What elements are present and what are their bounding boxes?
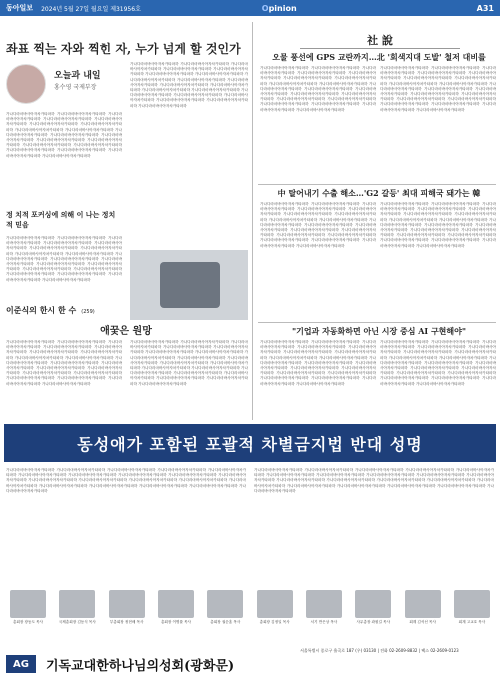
header-bar <box>0 0 500 16</box>
signatory: 사무총장 곽원길 목사 <box>351 590 395 636</box>
signatory-photo <box>405 590 441 618</box>
editorial-divider-1 <box>258 184 496 185</box>
pull-quote: 정 치적 포커싱에 의해 이 나는 정치적 믿음 <box>6 210 116 229</box>
org-name: 기독교대한하나님의성회(광화문) <box>46 658 235 674</box>
signatory-photo <box>10 590 46 618</box>
author-title: 홍수영 국제부장 <box>54 84 97 91</box>
org-logo: AG <box>6 655 36 673</box>
signatory: 총회장 이병률 목사 <box>154 590 198 636</box>
signatory: 총회장 김정일 목사 <box>253 590 297 636</box>
signatory-photo <box>306 590 342 618</box>
signatory: 총회장 권순홍 목사 <box>203 590 247 636</box>
page-number: A31 <box>476 3 494 13</box>
column-headline: 좌표 찍는 자와 찍힌 자, 누가 넘게 할 것인가 <box>6 42 241 56</box>
signatory-photo <box>109 590 145 618</box>
signatory-photo <box>59 590 95 618</box>
signatory-photo <box>454 590 490 618</box>
editorial-tag: 社 說 <box>300 32 460 49</box>
signatory: 부총회장 정현배 목사 <box>105 590 149 636</box>
editorial-body-1b: 가나다라마바사아자차카타파하 가나다라마바사아자차카타파하 가나다라마바사아자차카타파하 가나다라마바사아자차카타파하 가나다라마바사아자차카타파하 가나다라마바사아자차카타파하 가나다라마바사아자차카타파하 가나다라마바사아자차카타파하 가나다라마바사아자차카타파하 가나다라마바사아자차카타파하 가나다라마바사아자차카타파하 가나다라마바사아자차카타파하 가나다라마바사아자차카타파하 가나다라마바사아자차카타파하 가나다라마바사아자차카타파하 가나다라마바사아자차카타파하 가나다라마바사아자차카타파하 가나다라마바사아자차카타파하 가나다라마바사아자차카타파하 가나다라마바사아자차카타파하 <box>380 66 496 112</box>
signatory-photo <box>257 590 293 618</box>
author-photo <box>6 64 46 104</box>
org-address: 서울특별시 종로구 율곡로 187 (우) 03130 | 전화 02-2609-8832 | 팩스 02-2609-0123 <box>300 648 459 653</box>
signatory-photo <box>355 590 391 618</box>
section-title: Opinion <box>261 3 297 13</box>
poem-body-2: 가나다라마바사아자차카타파하 가나다라마바사아자차카타파하 가나다라마바사아자차카타파하 가나다라마바사아자차카타파하 가나다라마바사아자차카타파하 가나다라마바사아자차카타파하 가나다라마바사아자차카타파하 가나다라마바사아자차카타파하 가나다라마바사아자차카타파하 가나다라마바사아자차카타파하 가나다라마바사아자차카타파하 가나다라마바사아자차카타파하 가나다라마바사아자차카타파하 가나다라마바사아자차카타파하 가나다라마바사아자차카타파하 가나다라마바사아자차카타파하 가나다라마바사아자차카타파하 가나다라마바사아자차카타파하 가나다라마바사아자차카타파하 가나다라마바사아자차카타파하 <box>130 340 248 386</box>
column-body-1: 가나다라마바사아자차카타파하 가나다라마바사아자차카타파하 가나다라마바사아자차카타파하 가나다라마바사아자차카타파하 가나다라마바사아자차카타파하 가나다라마바사아자차카타파하 가나다라마바사아자차카타파하 가나다라마바사아자차카타파하 가나다라마바사아자차카타파하 가나다라마바사아자차카타파하 가나다라마바사아자차카타파하 가나다라마바사아자차카타파하 가나다라마바사아자차카타파하 가나다라마바사아자차카타파하 가나다라마바사아자차카타파하 가나다라마바사아자차카타파하 가나다라마바사아자차카타파하 가나다라마바사아자차카타파하 가나다라마바사아자차카타파하 가나다라마바사아자차카타파하 <box>6 112 122 158</box>
chair-photo <box>130 250 248 320</box>
signatory: 국제총회장 김동식 목사 <box>55 590 99 636</box>
poem-author: 이준식의 한시 한 수 (259) <box>6 305 95 315</box>
signatory: 회계 김석선 목사 <box>401 590 445 636</box>
column-divider <box>252 22 253 420</box>
column-body-3: 가나다라마바사아자차카타파하 가나다라마바사아자차카타파하 가나다라마바사아자차카타파하 가나다라마바사아자차카타파하 가나다라마바사아자차카타파하 가나다라마바사아자차카타파하 가나다라마바사아자차카타파하 가나다라마바사아자차카타파하 가나다라마바사아자차카타파하 가나다라마바사아자차카타파하 가나다라마바사아자차카타파하 가나다라마바사아자차카타파하 가나다라마바사아자차카타파하 가나다라마바사아자차카타파하 가나다라마바사아자차카타파하 가나다라마바사아자차카타파하 가나다라마바사아자차카타파하 가나다라마바사아자차카타파하 가나다라마바사아자차카타파하 가나다라마바사아자차카타파하 <box>6 236 122 282</box>
signatory: 총회장 장동도 목사 <box>6 590 50 636</box>
ad-body-left: 가나다라마바사아자차카타파하 가나다라마바사아자차카타파하 가나다라마바사아자차카타파하 가나다라마바사아자차카타파하 가나다라마바사아자차카타파하 가나다라마바사아자차카타파하 가나다라마바사아자차카타파하 가나다라마바사아자차카타파하 가나다라마바사아자차카타파하 가나다라마바사아자차카타파하 가나다라마바사아자차카타파하 가나다라마바사아자차카타파하 가나다라마바사아자차카타파하 가나다라마바사아자차카타파하 가나다라마바사아자차카타파하 가나다라마바사아자차카타파하 가나다라마바사아자차카타파하 가나다라마바사아자차카타파하 가나다라마바사아자차카타파하 가나다라마바사아자차카타파하 <box>6 468 246 493</box>
editorial-headline-2: 中 탈어내기 수출 해소…'G2 갈등' 최대 피해국 돼가는 韓 <box>277 188 481 198</box>
signatories <box>6 590 494 636</box>
issue-date: 2024년 5월 27일 월요일 제31956호 <box>41 5 141 13</box>
poem-body-1: 가나다라마바사아자차카타파하 가나다라마바사아자차카타파하 가나다라마바사아자차카타파하 가나다라마바사아자차카타파하 가나다라마바사아자차카타파하 가나다라마바사아자차카타파하 가나다라마바사아자차카타파하 가나다라마바사아자차카타파하 가나다라마바사아자차카타파하 가나다라마바사아자차카타파하 가나다라마바사아자차카타파하 가나다라마바사아자차카타파하 가나다라마바사아자차카타파하 가나다라마바사아자차카타파하 가나다라마바사아자차카타파하 가나다라마바사아자차카타파하 가나다라마바사아자차카타파하 가나다라마바사아자차카타파하 가나다라마바사아자차카타파하 가나다라마바사아자차카타파하 <box>6 340 122 386</box>
poem-title: 애꿎은 원망 <box>100 326 152 337</box>
signatory-photo <box>158 590 194 618</box>
ad-banner: 동성애가 포함된 포괄적 차별금지법 반대 성명 <box>4 424 496 462</box>
signatory: 회계 고교호 목사 <box>450 590 494 636</box>
editorial-body-1a: 가나다라마바사아자차카타파하 가나다라마바사아자차카타파하 가나다라마바사아자차카타파하 가나다라마바사아자차카타파하 가나다라마바사아자차카타파하 가나다라마바사아자차카타파하 가나다라마바사아자차카타파하 가나다라마바사아자차카타파하 가나다라마바사아자차카타파하 가나다라마바사아자차카타파하 가나다라마바사아자차카타파하 가나다라마바사아자차카타파하 가나다라마바사아자차카타파하 가나다라마바사아자차카타파하 가나다라마바사아자차카타파하 가나다라마바사아자차카타파하 가나다라마바사아자차카타파하 가나다라마바사아자차카타파하 가나다라마바사아자차카타파하 가나다라마바사아자차카타파하 <box>260 66 376 112</box>
ad-body-right: 가나다라마바사아자차카타파하 가나다라마바사아자차카타파하 가나다라마바사아자차카타파하 가나다라마바사아자차카타파하 가나다라마바사아자차카타파하 가나다라마바사아자차카타파하 가나다라마바사아자차카타파하 가나다라마바사아자차카타파하 가나다라마바사아자차카타파하 가나다라마바사아자차카타파하 가나다라마바사아자차카타파하 가나다라마바사아자차카타파하 가나다라마바사아자차카타파하 가나다라마바사아자차카타파하 가나다라마바사아자차카타파하 가나다라마바사아자차카타파하 가나다라마바사아자차카타파하 가나다라마바사아자차카타파하 가나다라마바사아자차카타파하 가나다라마바사아자차카타파하 <box>254 468 494 493</box>
paper-name: 동아일보 <box>6 4 34 12</box>
org-footer <box>6 644 296 684</box>
editorial-body-3a: 가나다라마바사아자차카타파하 가나다라마바사아자차카타파하 가나다라마바사아자차카타파하 가나다라마바사아자차카타파하 가나다라마바사아자차카타파하 가나다라마바사아자차카타파하 가나다라마바사아자차카타파하 가나다라마바사아자차카타파하 가나다라마바사아자차카타파하 가나다라마바사아자차카타파하 가나다라마바사아자차카타파하 가나다라마바사아자차카타파하 가나다라마바사아자차카타파하 가나다라마바사아자차카타파하 가나다라마바사아자차카타파하 가나다라마바사아자차카타파하 가나다라마바사아자차카타파하 가나다라마바사아자차카타파하 가나다라마바사아자차카타파하 가나다라마바사아자차카타파하 <box>260 340 376 386</box>
chair-shape <box>160 262 220 308</box>
editorial-body-2b: 가나다라마바사아자차카타파하 가나다라마바사아자차카타파하 가나다라마바사아자차카타파하 가나다라마바사아자차카타파하 가나다라마바사아자차카타파하 가나다라마바사아자차카타파하 가나다라마바사아자차카타파하 가나다라마바사아자차카타파하 가나다라마바사아자차카타파하 가나다라마바사아자차카타파하 가나다라마바사아자차카타파하 가나다라마바사아자차카타파하 가나다라마바사아자차카타파하 가나다라마바사아자차카타파하 가나다라마바사아자차카타파하 가나다라마바사아자차카타파하 가나다라마바사아자차카타파하 가나다라마바사아자차카타파하 가나다라마바사아자차카타파하 가나다라마바사아자차카타파하 <box>380 202 496 248</box>
editorial-body-2a: 가나다라마바사아자차카타파하 가나다라마바사아자차카타파하 가나다라마바사아자차카타파하 가나다라마바사아자차카타파하 가나다라마바사아자차카타파하 가나다라마바사아자차카타파하 가나다라마바사아자차카타파하 가나다라마바사아자차카타파하 가나다라마바사아자차카타파하 가나다라마바사아자차카타파하 가나다라마바사아자차카타파하 가나다라마바사아자차카타파하 가나다라마바사아자차카타파하 가나다라마바사아자차카타파하 가나다라마바사아자차카타파하 가나다라마바사아자차카타파하 가나다라마바사아자차카타파하 가나다라마바사아자차카타파하 가나다라마바사아자차카타파하 가나다라마바사아자차카타파하 <box>260 202 376 248</box>
column-name: 오늘과 내일 <box>54 71 101 81</box>
column-body-2: 가나다라마바사아자차카타파하 가나다라마바사아자차카타파하 가나다라마바사아자차카타파하 가나다라마바사아자차카타파하 가나다라마바사아자차카타파하 가나다라마바사아자차카타파하 가나다라마바사아자차카타파하 가나다라마바사아자차카타파하 가나다라마바사아자차카타파하 가나다라마바사아자차카타파하 가나다라마바사아자차카타파하 가나다라마바사아자차카타파하 가나다라마바사아자차카타파하 가나다라마바사아자차카타파하 가나다라마바사아자차카타파하 가나다라마바사아자차카타파하 가나다라마바사아자차카타파하 가나다라마바사아자차카타파하 가나다라마바사아자차카타파하 가나다라마바사아자차카타파하 <box>130 62 248 108</box>
editorial-headline-3: "기업과 자동화하면 아닌 시장 중심 AI 구현해야" <box>291 326 467 336</box>
editorial-body-3b: 가나다라마바사아자차카타파하 가나다라마바사아자차카타파하 가나다라마바사아자차카타파하 가나다라마바사아자차카타파하 가나다라마바사아자차카타파하 가나다라마바사아자차카타파하 가나다라마바사아자차카타파하 가나다라마바사아자차카타파하 가나다라마바사아자차카타파하 가나다라마바사아자차카타파하 가나다라마바사아자차카타파하 가나다라마바사아자차카타파하 가나다라마바사아자차카타파하 가나다라마바사아자차카타파하 가나다라마바사아자차카타파하 가나다라마바사아자차카타파하 가나다라마바사아자차카타파하 가나다라마바사아자차카타파하 가나다라마바사아자차카타파하 가나다라마바사아자차카타파하 <box>380 340 496 386</box>
signatory-photo <box>207 590 243 618</box>
editorial-headline-1: 오물 풍선에 GPS 교란까지…北 '회색지대 도발' 철저 대비를 <box>272 52 486 62</box>
editorial-divider-2 <box>258 322 496 323</box>
signatory: 서기 반은상 목사 <box>302 590 346 636</box>
